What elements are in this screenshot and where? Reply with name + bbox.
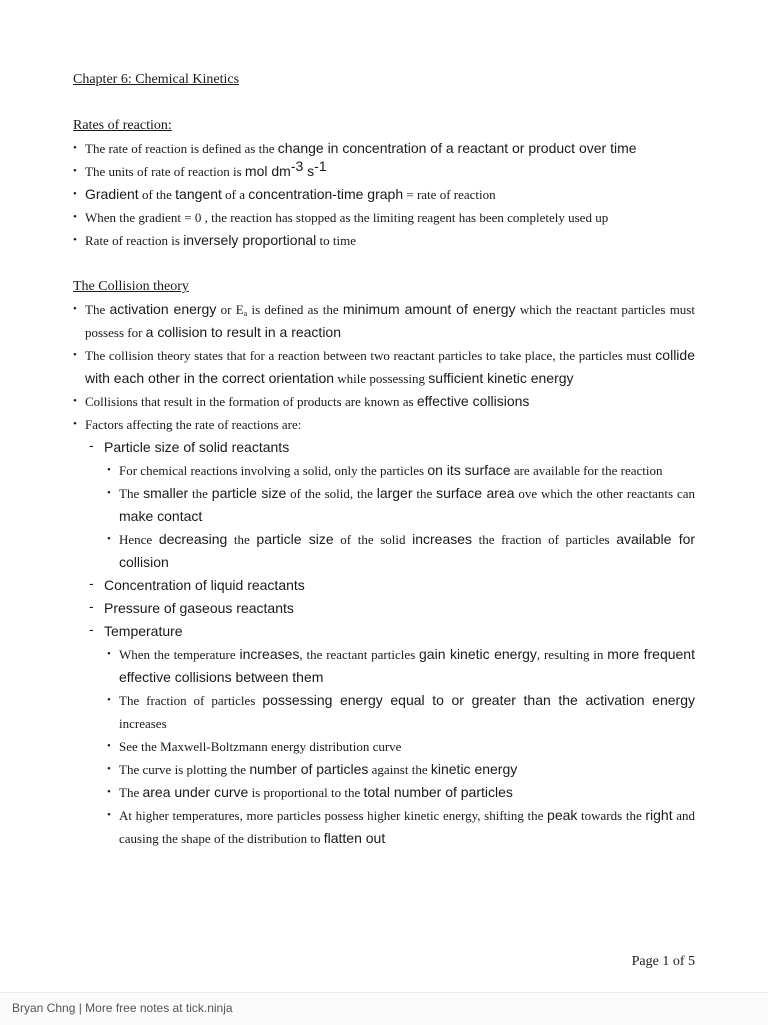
page-content [73, 60, 695, 850]
factor-item: - Pressure of gaseous reactants [73, 597, 695, 620]
rates-list [73, 137, 695, 252]
rates-heading: Rates of reaction: [73, 118, 172, 133]
footer-credit: Bryan Chng | More free notes at tick.ninja [12, 1001, 233, 1015]
list-item: • Hence decreasing the particle size of the solid increases the fraction of particles available for collision [73, 528, 695, 574]
list-item: • The fraction of particles possessing energy equal to or greater than the activation energy increases [73, 689, 695, 735]
temperature-sublist [73, 643, 695, 850]
factor-item: - Temperature [73, 620, 695, 643]
factor-item: - Particle size of solid reactants [73, 436, 695, 459]
factor-item: - Concentration of liquid reactants [73, 574, 695, 597]
collision-heading: The Collision theory [73, 279, 189, 294]
list-item: • The collision theory states that for a reaction between two reactant particles to take place, the particles must collide with each other in the correct orientation while possessing sufficient kinetic energy [73, 344, 695, 390]
list-item: • Factors affecting the rate of reactions are: [73, 413, 695, 436]
list-item: • Gradient of the tangent of a concentration-time graph = rate of reaction [73, 183, 695, 206]
list-item: • Collisions that result in the formation of products are known as effective collisions [73, 390, 695, 413]
list-item: • At higher temperatures, more particles possess higher kinetic energy, shifting the peak towards the right and causing the shape of the distribution to flatten out [73, 804, 695, 850]
list-item: • When the temperature increases, the reactant particles gain kinetic energy, resulting in more frequent effective collisions between them [73, 643, 695, 689]
factors-list-cont [73, 574, 695, 643]
list-item: • The curve is plotting the number of particles against the kinetic energy [73, 758, 695, 781]
particle-size-sublist [73, 459, 695, 574]
list-item: • See the Maxwell-Boltzmann energy distribution curve [73, 735, 695, 758]
list-item: • When the gradient = 0 , the reaction has stopped as the limiting reagent has been completely used up [73, 206, 695, 229]
list-item: • The rate of reaction is defined as the change in concentration of a reactant or product over time [73, 137, 695, 160]
chapter-title: Chapter 6: Chemical Kinetics [73, 72, 240, 87]
page-number: Page 1 of 5 [631, 954, 695, 969]
footer-bar [0, 992, 768, 1025]
list-item: • The smaller the particle size of the solid, the larger the surface area ove which the other reactants can make contact [73, 482, 695, 528]
list-item: • The activation energy or $E_a$ is defined as the minimum amount of energy which the reactant particles must possess for a collision to result in a reaction [73, 298, 695, 344]
factors-list [73, 436, 695, 459]
collision-list [73, 298, 695, 436]
list-item: • The area under curve is proportional to the total number of particles [73, 781, 695, 804]
list-item: • Rate of reaction is inversely proportional to time [73, 229, 695, 252]
list-item: • The units of rate of reaction is mol $dm^{-3}$ $s^{-1}$ [73, 160, 695, 183]
list-item: • For chemical reactions involving a solid, only the particles on its surface are available for the reaction [73, 459, 695, 482]
